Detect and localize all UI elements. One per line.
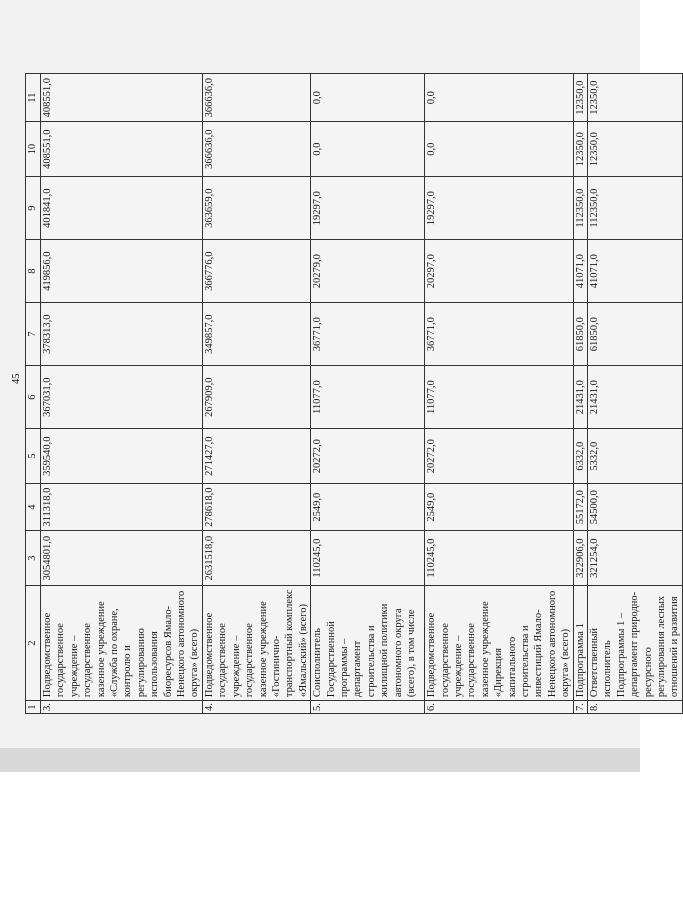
row-description: Ответственный исполнитель Подпрограммы 1 – департамент природно-ресурсного регулирования лесных отношений и развития [588, 586, 683, 701]
value-cell: 20272,0 [311, 429, 425, 484]
table-row [588, 74, 683, 714]
value-cell: 20297,0 [425, 240, 573, 303]
value-cell: 12350,0 [573, 122, 587, 177]
value-cell: 311318,0 [41, 484, 203, 531]
value-cell: 41071,0 [588, 240, 683, 303]
value-cell: 12350,0 [588, 122, 683, 177]
header-cell: 1 [26, 701, 41, 714]
value-cell: 0,0 [425, 74, 573, 122]
budget-table [25, 73, 683, 714]
value-cell: 11077,0 [425, 366, 573, 429]
scan-edge [0, 748, 640, 772]
value-cell: 21431,0 [588, 366, 683, 429]
row-number: 7. [573, 701, 587, 714]
header-cell: 11 [26, 74, 41, 122]
header-cell: 5 [26, 429, 41, 484]
value-cell: 378313,0 [41, 303, 203, 366]
value-cell: 3054801,0 [41, 531, 203, 586]
rotated-document [11, 8, 681, 714]
value-cell: 41071,0 [573, 240, 587, 303]
value-cell: 366636,0 [202, 122, 310, 177]
value-cell: 271427,0 [202, 429, 310, 484]
header-cell: 6 [26, 366, 41, 429]
value-cell: 419856,0 [41, 240, 203, 303]
row-description: Подведомственное государственное учреждение – государственное казенное учреждение «Служба по охране, контролю и регулированию использования биоресурсов Ямало-Ненецкого автономного округа» (всего) [41, 586, 203, 701]
value-cell: 2549,0 [311, 484, 425, 531]
value-cell: 322906,0 [573, 531, 587, 586]
value-cell: 2549,0 [425, 484, 573, 531]
value-cell: 2631518,0 [202, 531, 310, 586]
page-number: 45 [11, 373, 22, 384]
value-cell: 19297,0 [425, 177, 573, 240]
value-cell: 55172,0 [573, 484, 587, 531]
table-row [311, 74, 425, 714]
value-cell: 36771,0 [425, 303, 573, 366]
value-cell: 366636,0 [202, 74, 310, 122]
row-number: 8. [588, 701, 683, 714]
value-cell: 401841,0 [41, 177, 203, 240]
header-cell: 4 [26, 484, 41, 531]
value-cell: 278618,0 [202, 484, 310, 531]
header-cell: 8 [26, 240, 41, 303]
value-cell: 0,0 [311, 74, 425, 122]
value-cell: 20272,0 [425, 429, 573, 484]
value-cell: 12350,0 [588, 74, 683, 122]
value-cell: 61850,0 [588, 303, 683, 366]
value-cell: 6332,0 [573, 429, 587, 484]
header-cell: 7 [26, 303, 41, 366]
value-cell: 408551,0 [41, 122, 203, 177]
row-number: 5. [311, 701, 425, 714]
value-cell: 12350,0 [573, 74, 587, 122]
value-cell: 112350,0 [573, 177, 587, 240]
value-cell: 61850,0 [573, 303, 587, 366]
table-row [41, 74, 203, 714]
value-cell: 112350,0 [588, 177, 683, 240]
value-cell: 0,0 [311, 122, 425, 177]
value-cell: 0,0 [425, 122, 573, 177]
row-description: Подпрограмма 1 [573, 586, 587, 701]
header-cell: 10 [26, 122, 41, 177]
value-cell: 110245,0 [311, 531, 425, 586]
value-cell: 349857,0 [202, 303, 310, 366]
value-cell: 110245,0 [425, 531, 573, 586]
row-number: 3. [41, 701, 203, 714]
value-cell: 363659,0 [202, 177, 310, 240]
row-description: Подведомственное государственное учреждение – государственное казенное учреждение «Дирекция капитального строительства и инвестиций Ямало-Ненецкого автономного округа» (всего) [425, 586, 573, 701]
value-cell: 5332,0 [588, 429, 683, 484]
value-cell: 19297,0 [311, 177, 425, 240]
table-row [573, 74, 587, 714]
row-number: 6. [425, 701, 573, 714]
value-cell: 36771,0 [311, 303, 425, 366]
row-description: Соисполнитель Государственной программы – департамент строительства и жилищной политики автономного округа (всего), в том числе [311, 586, 425, 701]
value-cell: 20279,0 [311, 240, 425, 303]
value-cell: 366776,0 [202, 240, 310, 303]
value-cell: 267909,0 [202, 366, 310, 429]
value-cell: 367031,0 [41, 366, 203, 429]
table-row [425, 74, 573, 714]
table-row [202, 74, 310, 714]
header-cell: 9 [26, 177, 41, 240]
row-description: Подведомственное государственное учреждение – государственное казенное учреждение «Гостинично-транспортный комплекс «Ямальский» (всего) [202, 586, 310, 701]
row-number: 4. [202, 701, 310, 714]
header-cell: 3 [26, 531, 41, 586]
value-cell: 11077,0 [311, 366, 425, 429]
value-cell: 21431,0 [573, 366, 587, 429]
value-cell: 359540,0 [41, 429, 203, 484]
header-cell: 2 [26, 586, 41, 701]
header-row [26, 74, 41, 714]
value-cell: 54500,0 [588, 484, 683, 531]
value-cell: 321254,0 [588, 531, 683, 586]
value-cell: 408551,0 [41, 74, 203, 122]
